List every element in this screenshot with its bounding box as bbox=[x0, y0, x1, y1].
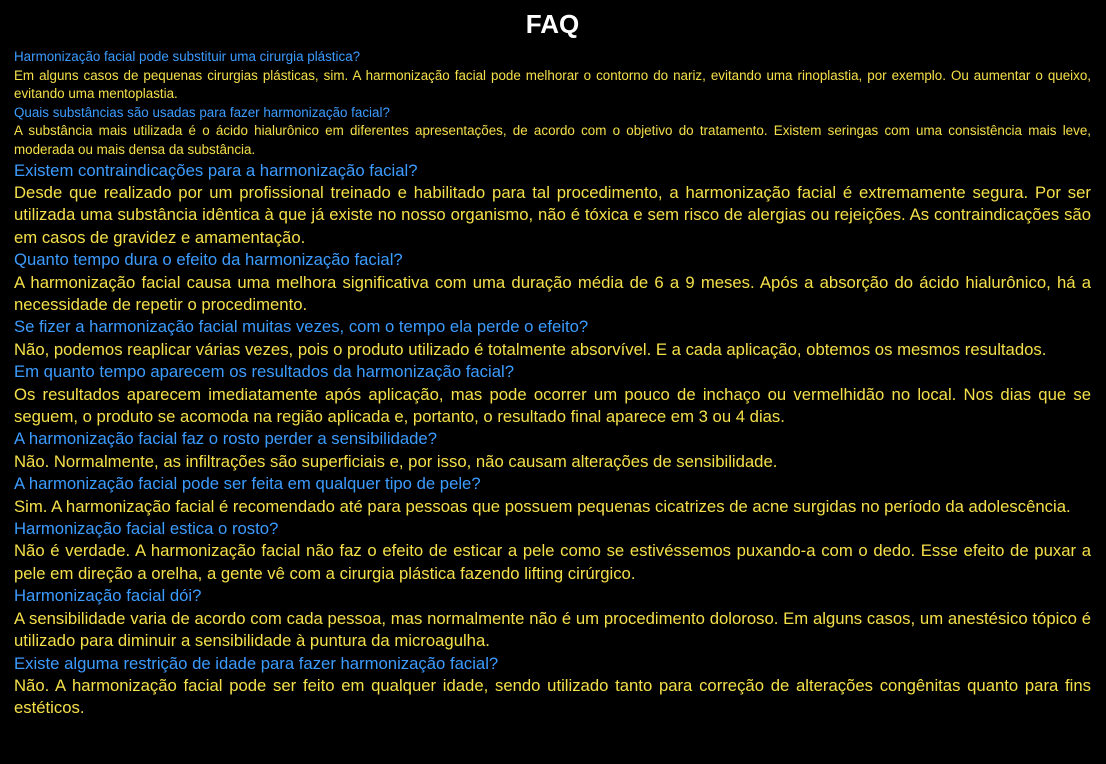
faq-list bbox=[14, 48, 1091, 720]
faq-question: Quanto tempo dura o efeito da harmonização facial? bbox=[14, 250, 403, 270]
faq-item bbox=[14, 428, 1091, 473]
faq-question: Se fizer a harmonização facial muitas vezes, com o tempo ela perde o efeito? bbox=[14, 317, 589, 337]
faq-answer: A sensibilidade varia de acordo com cada pessoa, mas normalmente não é um procedimento doloroso. Em alguns casos, um anestésico tópico é utilizado para diminuir a sensibilidade à puntura da microagulha. bbox=[14, 608, 1091, 651]
faq-item bbox=[14, 104, 1091, 160]
faq-question: Existem contraindicações para a harmonização facial? bbox=[14, 160, 418, 180]
faq-item bbox=[14, 653, 1091, 720]
faq-question: Quais substâncias são usadas para fazer harmonização facial? bbox=[14, 104, 390, 120]
faq-question: Harmonização facial dói? bbox=[14, 586, 202, 606]
faq-item bbox=[14, 473, 1091, 518]
faq-answer: Não. Normalmente, as infiltrações são superficiais e, por isso, não causam alterações de sensibilidade. bbox=[14, 451, 778, 471]
faq-item bbox=[14, 249, 1091, 316]
faq-answer: A harmonização facial causa uma melhora significativa com uma duração média de 6 a 9 meses. Após a absorção do ácido hialurônico, há a necessidade de repetir o procedimento. bbox=[14, 272, 1091, 314]
faq-item bbox=[14, 585, 1091, 652]
faq-answer: Não, podemos reaplicar várias vezes, pois o produto utilizado é totalmente absorvível. E a cada aplicação, obtemos os mesmos resultados. bbox=[14, 339, 1047, 359]
faq-answer: Desde que realizado por um profissional treinado e habilitado para tal procedimento, a harmonização facial é extremamente segura. Por ser utilizada uma substância idêntica à que já existe no nosso organismo, não é tóxica e sem risco de alergias ou rejeições. As contraindicações são em casos de gravidez e amamentação. bbox=[14, 182, 1091, 247]
page-title: FAQ bbox=[525, 9, 580, 39]
faq-answer: Os resultados aparecem imediatamente após aplicação, mas pode ocorrer um pouco de inchaço ou vermelhidão no local. Nos dias que se seguem, o produto se acomoda na região aplicada e, portanto, o resultado final aparece em 3 ou 4 dias. bbox=[14, 384, 1091, 427]
faq-answer: Não. A harmonização facial pode ser feito em qualquer idade, sendo utilizado tanto para correção de alterações congênitas quanto para fins estéticos. bbox=[14, 675, 1091, 718]
faq-question: A harmonização facial pode ser feita em qualquer tipo de pele? bbox=[14, 474, 481, 494]
faq-item bbox=[14, 48, 1091, 104]
faq-question: Em quanto tempo aparecem os resultados da harmonização facial? bbox=[14, 362, 514, 382]
faq-item bbox=[14, 518, 1091, 585]
faq-item bbox=[14, 160, 1091, 250]
faq-answer: Não é verdade. A harmonização facial não faz o efeito de esticar a pele como se estivéssemos puxando-a com o dedo. Esse efeito de puxar a pele em direção a orelha, a gente vê com a cirurgia plástica fazendo lifting cirúrgico. bbox=[14, 541, 1091, 583]
faq-answer: Em alguns casos de pequenas cirurgias plásticas, sim. A harmonização facial pode melhorar o contorno do nariz, evitando uma rinoplastia, por exemplo. Ou aumentar o queixo, evitando uma mentoplastia. bbox=[14, 67, 1091, 102]
faq-item bbox=[14, 316, 1091, 361]
faq-question: Harmonização facial pode substituir uma cirurgia plástica? bbox=[14, 49, 361, 64]
faq-question: Existe alguma restrição de idade para fazer harmonização facial? bbox=[14, 653, 499, 673]
faq-question: A harmonização facial faz o rosto perder a sensibilidade? bbox=[14, 429, 437, 449]
faq-question: Harmonização facial estica o rosto? bbox=[14, 519, 279, 539]
faq-item bbox=[14, 361, 1091, 428]
faq-answer: Sim. A harmonização facial é recomendado até para pessoas que possuem pequenas cicatrizes de acne surgidas no período da adolescência. bbox=[14, 496, 1071, 516]
faq-answer: A substância mais utilizada é o ácido hialurônico em diferentes apresentações, de acordo com o objetivo do tratamento. Existem seringas com uma consistência mais leve, moderada ou mais densa da substância. bbox=[14, 123, 1091, 157]
